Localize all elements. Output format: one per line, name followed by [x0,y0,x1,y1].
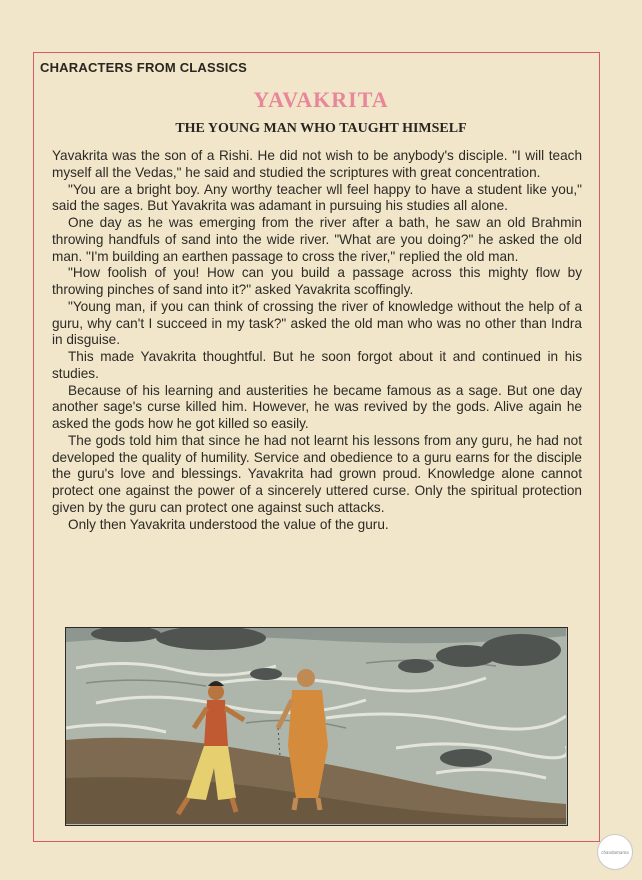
story-paragraph: The gods told him that since he had not learnt his lessons from any guru, he had not developed the quality of humility. Service and obedience to a guru earns for the disciple the guru's love and blessings. Yavakrita had grown proud. Knowledge alone cannot protect one against the power of a sincerely uttered curse. Only the spiritual protection given by the guru can protect one against such attacks. [52,432,582,515]
story-paragraph: This made Yavakrita thoughtful. But he soon forgot about it and continued in his studies. [52,349,582,381]
story-paragraph: Only then Yavakrita understood the value of the guru. [68,516,389,532]
story-paragraph: "Young man, if you can think of crossing the river of knowledge without the help of a guru, why can't I succeed in my task?" asked the old man who was no other than Indra in disguise. [52,298,582,348]
publisher-stamp: chandamama [597,834,633,870]
story-paragraph: Because of his learning and austerities he became famous as a sage. But one day another sage's curse killed him. However, he was revived by the gods. Alive again he asked the gods how he got killed so easily. [52,382,582,431]
story-title: YAVAKRITA [253,87,389,112]
story-paragraph: "How foolish of you! How can you build a passage across this mighty flow by throwing pinches of sand into it?" asked Yavakrita scoffingly. [52,265,582,297]
story-illustration [65,627,568,826]
river-scene [66,628,566,824]
story-subtitle: THE YOUNG MAN WHO TAUGHT HIMSELF [175,121,467,136]
story-paragraph: One day as he was emerging from the river after a bath, he saw an old Brahmin throwing handfuls of sand into the wide river. "What are you doing?" he asked the old man. "I'm building an earthen passage to cross the river," replied the old man. [52,215,582,264]
section-label: CHARACTERS FROM CLASSICS [40,60,248,75]
story-paragraph: Yavakrita was the son of a Rishi. He did not wish to be anybody's disciple. "I will teach myself all the Vedas," he said and studied the scriptures with great concentration. [52,148,582,180]
story-body [52,148,582,533]
story-paragraph: "You are a bright boy. Any worthy teacher wll feel happy to have a student like you," said the sages. But Yavakrita was adamant in pursuing his studies all alone. [52,181,582,214]
